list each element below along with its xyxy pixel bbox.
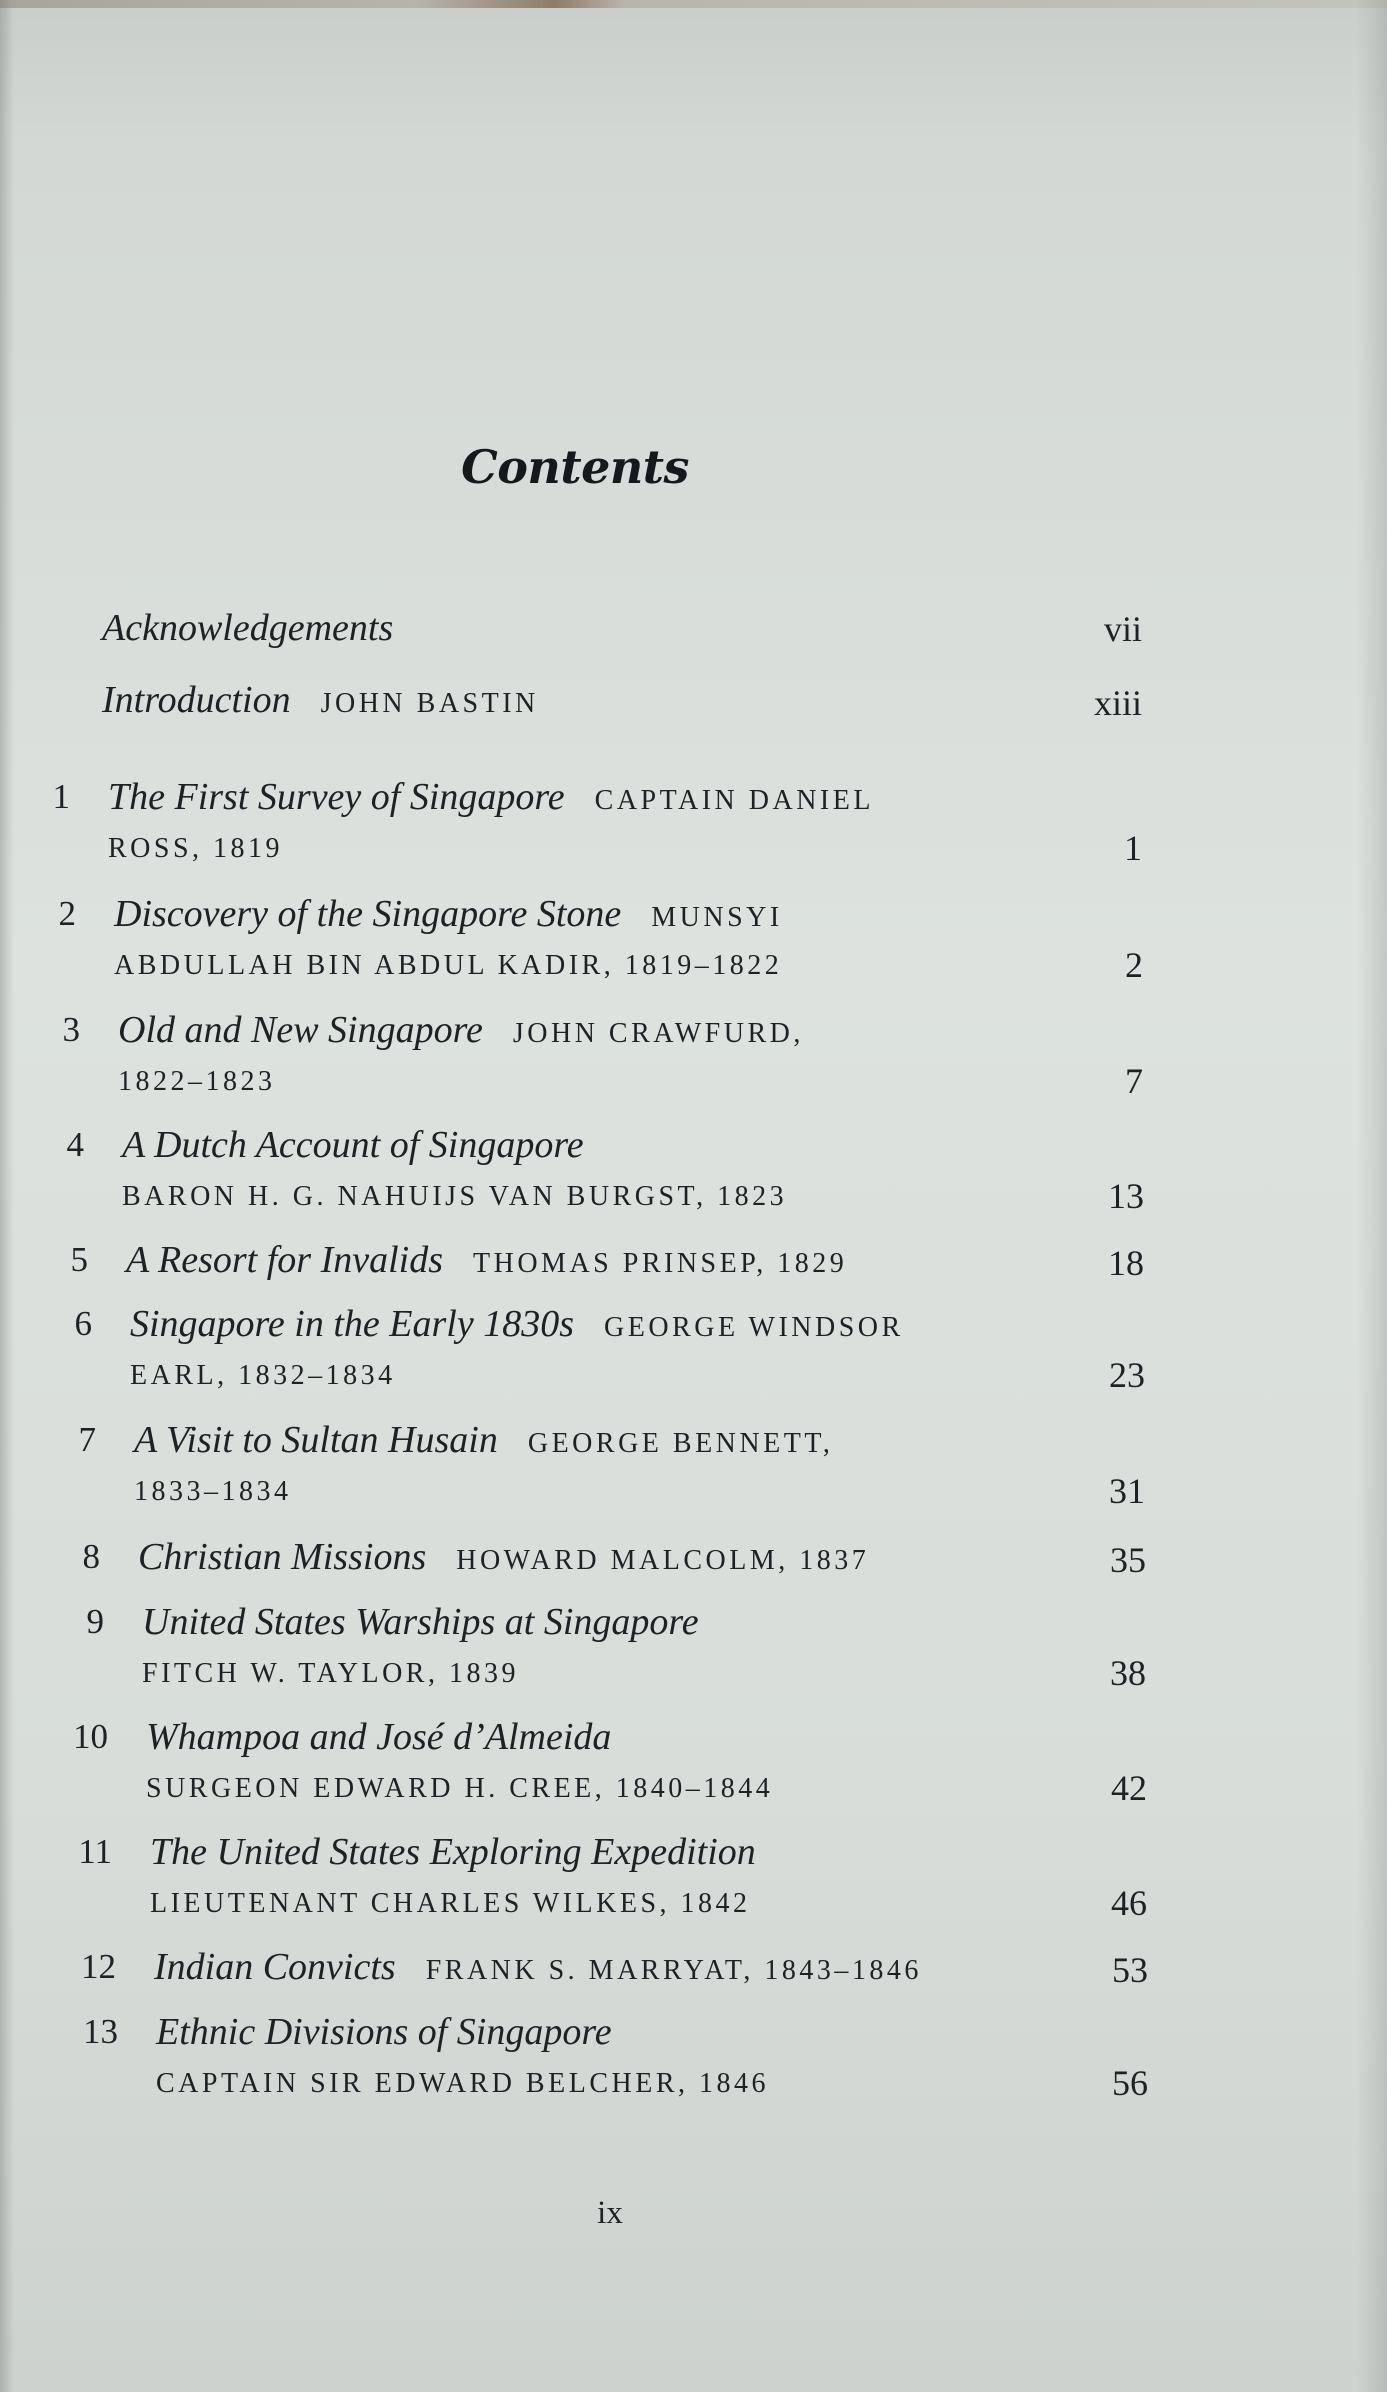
entry-title: The First Survey of Singapore [108,776,565,818]
entry-author-continued: 1822–1823 [118,1066,276,1097]
entry-author-continued: ROSS, 1819 [108,833,284,864]
entry-title: Acknowledgements [102,607,394,649]
entry-author: CAPTAIN DANIEL [594,785,874,816]
entry-author: GEORGE BENNETT, [527,1428,834,1459]
entry-number: 10 [73,1717,108,1756]
entry-author-continued: EARL, 1832–1834 [130,1360,396,1391]
entry-author: GEORGE WINDSOR [604,1312,904,1343]
entry-author: JOHN BASTIN [320,688,539,719]
entry-title: The United States Exploring Expedition [150,1831,756,1873]
entry-number: 8 [82,1537,100,1576]
entry-number: 13 [83,2012,118,2051]
entry-page-number: 13 [1108,1176,1144,1216]
entry-page-number: vii [1103,609,1142,649]
entry-number: 4 [66,1125,84,1164]
entry-title: Ethnic Divisions of Singapore [156,2011,612,2053]
entry-page-number: xiii [1093,683,1142,723]
entry-number: 1 [52,777,70,816]
entry-title: A Resort for Invalids [126,1239,444,1281]
entry-page-number: 46 [1111,1883,1147,1923]
entry-page-number: 56 [1112,2063,1148,2103]
entry-author: FRANK S. MARRYAT, 1843–1846 [425,1955,922,1986]
page-top-edge [0,0,1387,8]
entry-title: Discovery of the Singapore Stone [114,893,622,935]
entry-number: 5 [70,1240,88,1279]
entry-number: 2 [58,894,76,933]
entry-page-number: 53 [1112,1950,1148,1990]
entry-author-continued: SURGEON EDWARD H. CREE, 1840–1844 [146,1773,774,1804]
entry-author: MUNSYI [651,902,783,933]
page-folio: ix [597,2195,623,2231]
entry-title: A Visit to Sultan Husain [134,1419,498,1461]
contents-heading: Contents [461,440,689,494]
entry-author-continued: 1833–1834 [134,1476,292,1507]
entry-title: Whampoa and José d’Almeida [146,1716,612,1758]
entry-title: Old and New Singapore [118,1009,483,1051]
entry-title: Singapore in the Early 1830s [130,1303,574,1345]
entry-number: 6 [74,1304,92,1343]
entry-page-number: 7 [1125,1061,1143,1101]
entry-author-continued: FITCH W. TAYLOR, 1839 [142,1658,519,1689]
entry-number: 12 [81,1947,116,1986]
entry-page-number: 23 [1109,1355,1145,1395]
entry-author: THOMAS PRINSEP, 1829 [473,1248,848,1279]
entry-page-number: 1 [1124,828,1142,868]
entry-page-number: 31 [1109,1471,1145,1511]
entry-author-continued: CAPTAIN SIR EDWARD BELCHER, 1846 [156,2068,769,2099]
entry-number: 9 [86,1602,104,1641]
entry-author-continued: ABDULLAH BIN ABDUL KADIR, 1819–1822 [114,950,783,981]
entry-title: United States Warships at Singapore [142,1601,699,1643]
entry-page-number: 42 [1111,1768,1147,1808]
entry-number: 11 [78,1832,112,1871]
entry-number: 7 [78,1420,96,1459]
entry-author: JOHN CRAWFURD, [512,1018,804,1049]
entry-page-number: 2 [1125,945,1143,985]
entry-title: A Dutch Account of Singapore [122,1124,584,1166]
entry-author-continued: BARON H. G. NAHUIJS VAN BURGST, 1823 [122,1181,788,1212]
page-edge-shadow [1357,0,1387,2392]
entry-title: Introduction [102,679,291,721]
entry-page-number: 35 [1110,1540,1146,1580]
entry-author: HOWARD MALCOLM, 1837 [456,1545,870,1576]
entry-page-number: 38 [1110,1653,1146,1693]
entry-author-continued: LIEUTENANT CHARLES WILKES, 1842 [150,1888,751,1919]
entry-page-number: 18 [1108,1243,1144,1283]
entry-title: Indian Convicts [154,1946,396,1988]
entry-number: 3 [62,1010,80,1049]
entry-title: Christian Missions [138,1536,427,1578]
page-gutter-shadow [0,0,14,2392]
